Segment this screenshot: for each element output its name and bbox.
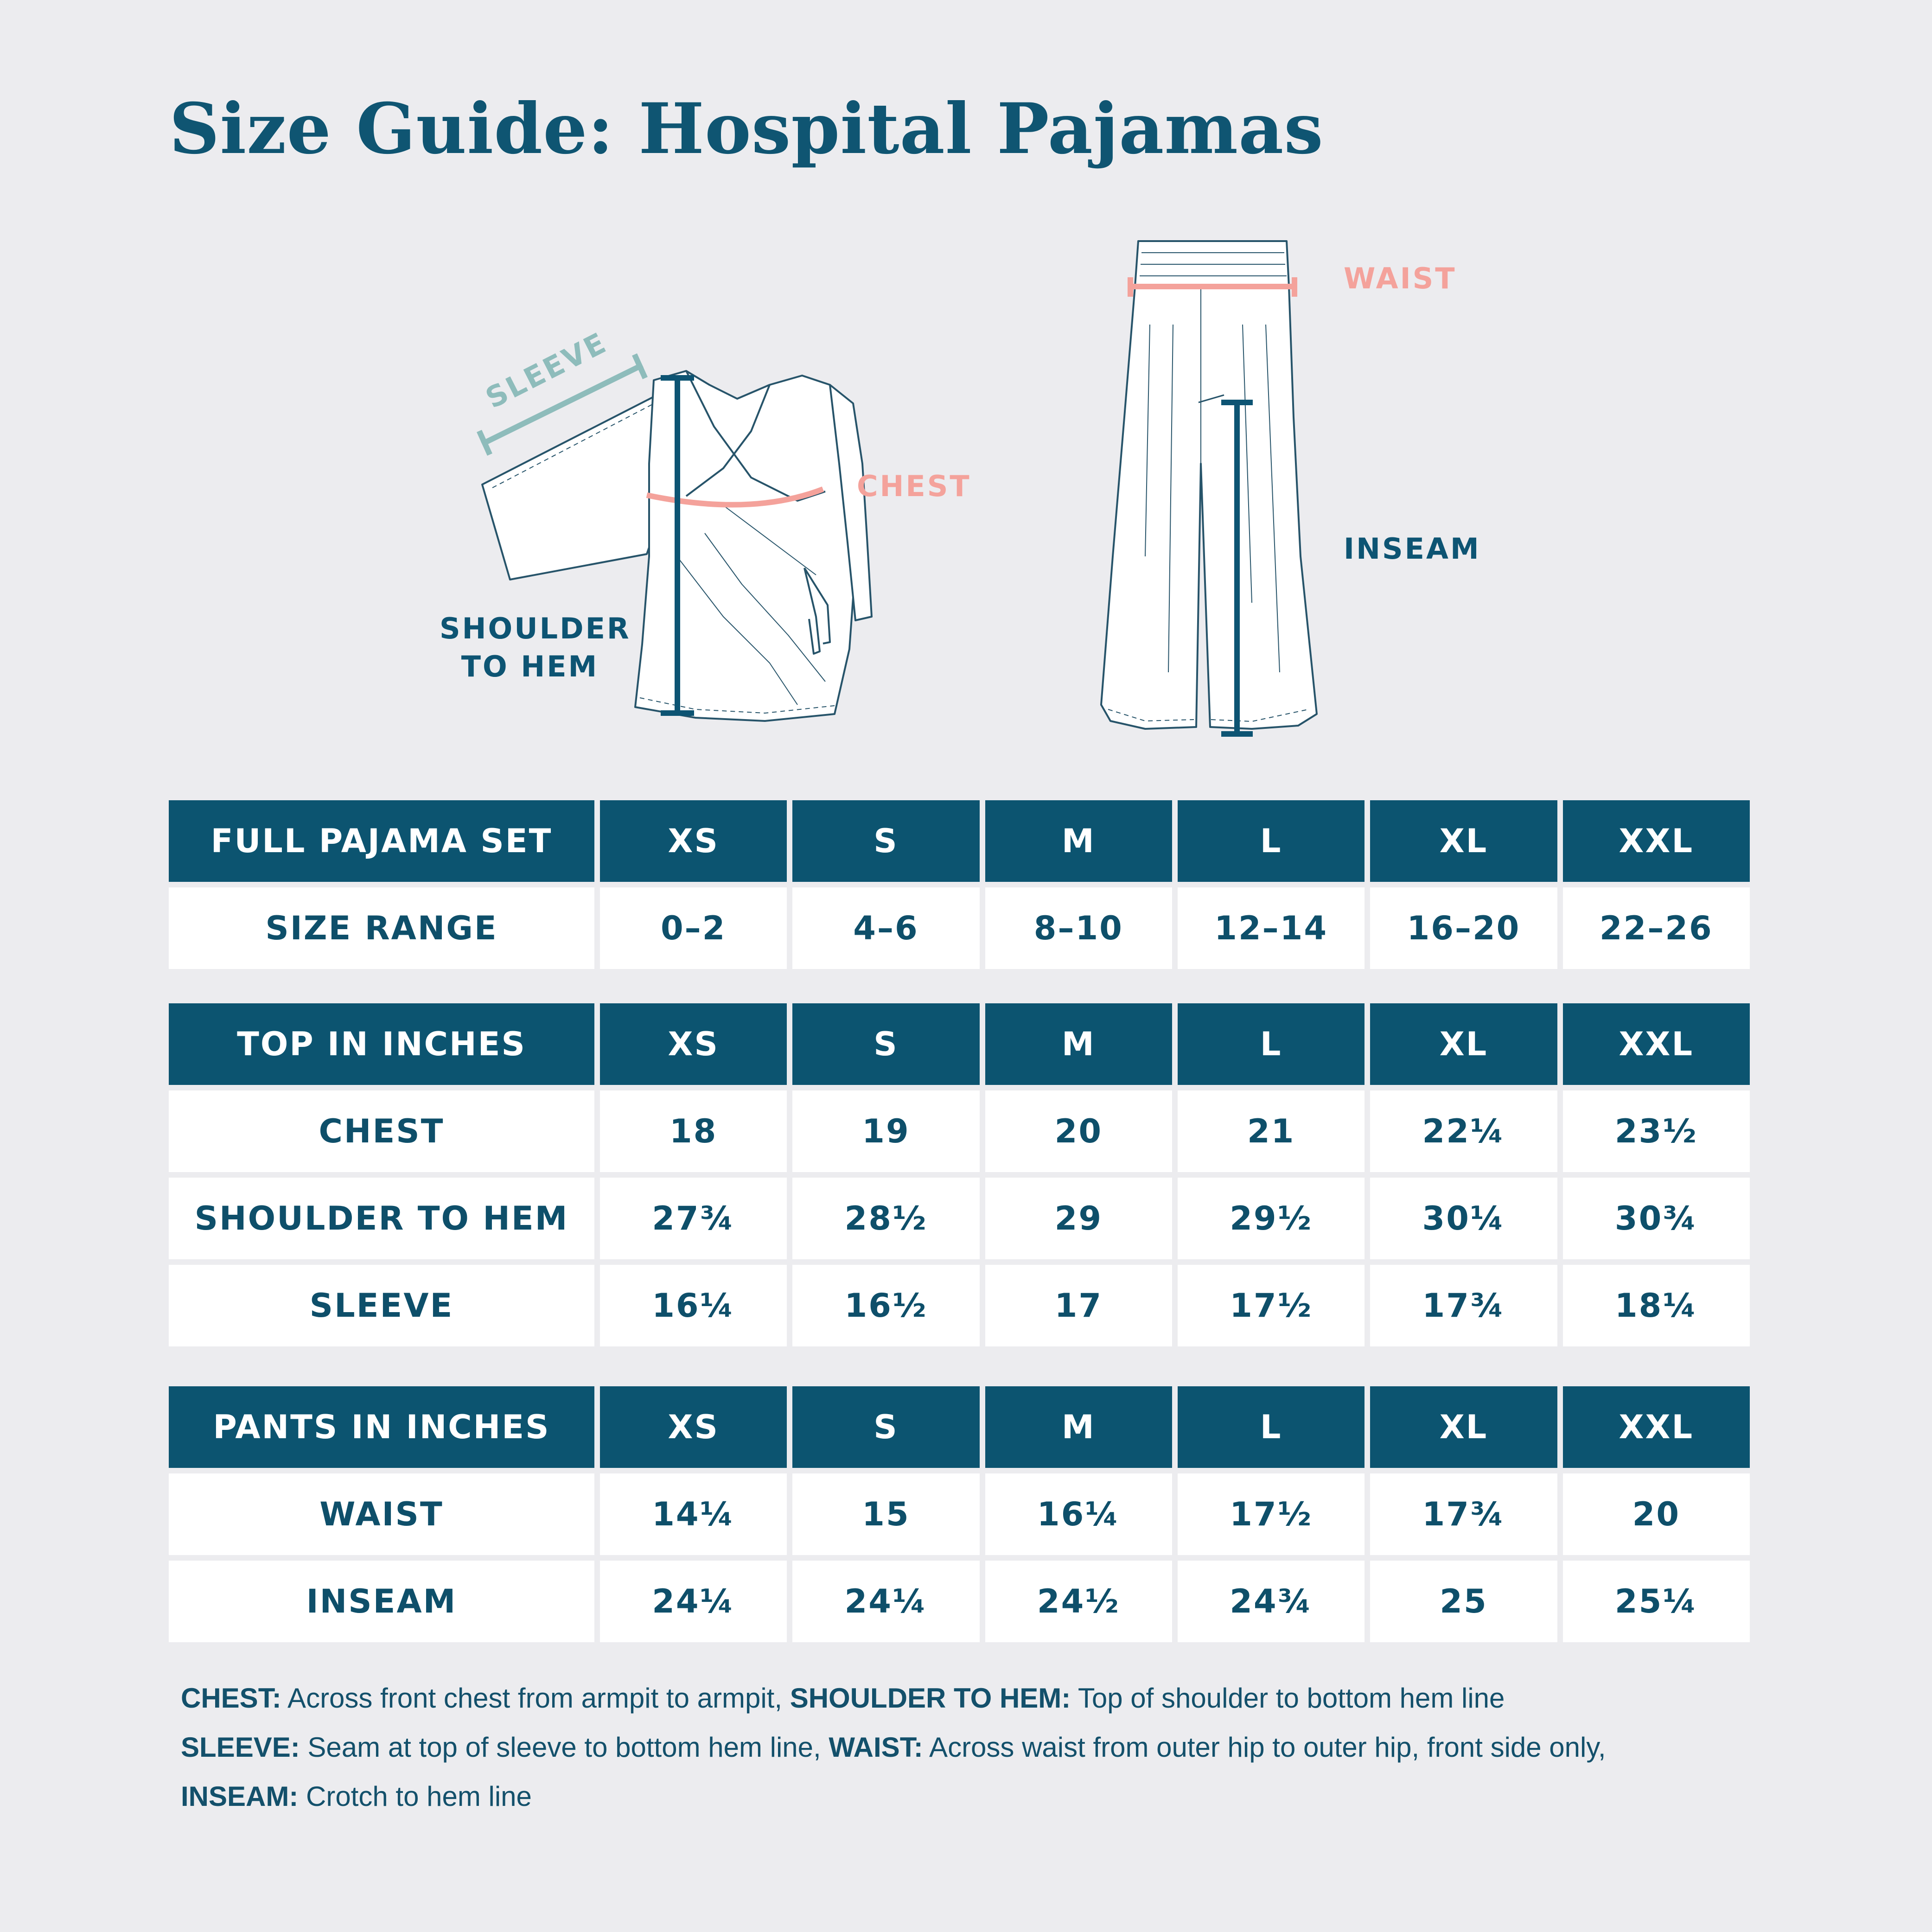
- table-cell: 21: [1178, 1090, 1365, 1172]
- chest-diagram-label: CHEST: [857, 469, 971, 503]
- measurement-definitions: [181, 1674, 1757, 1821]
- definition-term: INSEAM:: [181, 1781, 299, 1812]
- table-cell: 28½: [792, 1178, 979, 1259]
- table-header-row: [169, 800, 1750, 882]
- size-header-l: L: [1178, 1003, 1365, 1085]
- pants-illustration: [1101, 241, 1317, 729]
- table-header-row: [169, 1386, 1750, 1468]
- definition-text: Crotch to hem line: [298, 1781, 532, 1812]
- size-header-m: M: [985, 1003, 1172, 1085]
- table-cell: 20: [985, 1090, 1172, 1172]
- table-cell: 23½: [1563, 1090, 1750, 1172]
- size-header-xl: XL: [1370, 800, 1557, 882]
- table-cell: 17: [985, 1265, 1172, 1346]
- table-header-title: TOP IN INCHES: [169, 1003, 594, 1085]
- size-header-l: L: [1178, 1386, 1365, 1468]
- row-label-sleeve: SLEEVE: [169, 1265, 594, 1346]
- size-header-xl: XL: [1370, 1386, 1557, 1468]
- top-table: [163, 998, 1755, 1352]
- table-cell: 16½: [792, 1265, 979, 1346]
- size-header-s: S: [792, 1003, 979, 1085]
- table-cell: 17¾: [1370, 1473, 1557, 1555]
- table-cell: 8–10: [985, 887, 1172, 969]
- table-cell: 29: [985, 1178, 1172, 1259]
- waist-diagram-label: WAIST: [1344, 261, 1457, 295]
- inseam-diagram-label: INSEAM: [1344, 532, 1481, 566]
- table-cell: 12–14: [1178, 887, 1365, 969]
- pants-table: [163, 1381, 1755, 1648]
- size-header-s: S: [792, 1386, 979, 1468]
- definition-text: Across waist from outer hip to outer hip, front side only,: [923, 1732, 1606, 1763]
- table-cell: 22¼: [1370, 1090, 1557, 1172]
- definition-term: SHOULDER TO HEM:: [790, 1683, 1071, 1714]
- table-cell: 17½: [1178, 1473, 1365, 1555]
- table-cell: 15: [792, 1473, 979, 1555]
- table-row: [169, 1561, 1750, 1642]
- shoulder-to-hem-diagram-label: [440, 610, 631, 686]
- size-header-xs: XS: [600, 1386, 787, 1468]
- row-label-shoulder-to-hem: SHOULDER TO HEM: [169, 1178, 594, 1259]
- notes-line: [181, 1674, 1757, 1723]
- definition-text: Seam at top of sleeve to bottom hem line,: [300, 1732, 829, 1763]
- size-header-xs: XS: [600, 1003, 787, 1085]
- table-cell: 16¼: [600, 1265, 787, 1346]
- sleeve-diagram-label: SLEEVE: [480, 325, 613, 415]
- table-cell: 30¾: [1563, 1178, 1750, 1259]
- size-header-s: S: [792, 800, 979, 882]
- definition-term: SLEEVE:: [181, 1732, 300, 1763]
- shoulder-to-hem-line2: TO HEM: [461, 650, 599, 683]
- notes-line: [181, 1723, 1757, 1772]
- table-cell: 18: [600, 1090, 787, 1172]
- table-cell: 17½: [1178, 1265, 1365, 1346]
- size-header-xxl: XXL: [1563, 1386, 1750, 1468]
- table-cell: 27¾: [600, 1178, 787, 1259]
- table-row: [169, 1178, 1750, 1259]
- table-cell: 24¾: [1178, 1561, 1365, 1642]
- table-cell: 4–6: [792, 887, 979, 969]
- table-header-title: FULL PAJAMA SET: [169, 800, 594, 882]
- definition-term: CHEST:: [181, 1683, 281, 1714]
- size-header-m: M: [985, 1386, 1172, 1468]
- table-cell: 25¼: [1563, 1561, 1750, 1642]
- page-title: Size Guide: Hospital Pajamas: [169, 88, 1324, 170]
- table-cell: 19: [792, 1090, 979, 1172]
- size-header-xxl: XXL: [1563, 1003, 1750, 1085]
- table-row: [169, 1265, 1750, 1346]
- table-cell: 25: [1370, 1561, 1557, 1642]
- table-cell: 20: [1563, 1473, 1750, 1555]
- definition-text: Across front chest from armpit to armpit,: [281, 1683, 790, 1714]
- table-row: [169, 1090, 1750, 1172]
- definition-text: Top of shoulder to bottom hem line: [1071, 1683, 1505, 1714]
- table-cell: 18¼: [1563, 1265, 1750, 1346]
- full-set-table: [163, 795, 1755, 975]
- table-cell: 16–20: [1370, 887, 1557, 969]
- size-header-l: L: [1178, 800, 1365, 882]
- table-row: [169, 1473, 1750, 1555]
- table-cell: 22–26: [1563, 887, 1750, 969]
- table-cell: 0–2: [600, 887, 787, 969]
- notes-line: [181, 1772, 1757, 1821]
- table-cell: 29½: [1178, 1178, 1365, 1259]
- table-cell: 30¼: [1370, 1178, 1557, 1259]
- table-cell: 17¾: [1370, 1265, 1557, 1346]
- table-cell: 24½: [985, 1561, 1172, 1642]
- table-header-row: [169, 1003, 1750, 1085]
- definition-term: WAIST:: [829, 1732, 923, 1763]
- size-header-xs: XS: [600, 800, 787, 882]
- table-row: [169, 887, 1750, 969]
- size-header-xl: XL: [1370, 1003, 1557, 1085]
- size-header-xxl: XXL: [1563, 800, 1750, 882]
- row-label-size-range: SIZE RANGE: [169, 887, 594, 969]
- table-cell: 24¼: [600, 1561, 787, 1642]
- row-label-waist: WAIST: [169, 1473, 594, 1555]
- row-label-chest: CHEST: [169, 1090, 594, 1172]
- shoulder-to-hem-line1: SHOULDER: [440, 612, 631, 645]
- row-label-inseam: INSEAM: [169, 1561, 594, 1642]
- table-cell: 16¼: [985, 1473, 1172, 1555]
- garment-diagrams: [0, 0, 1932, 788]
- table-header-title: PANTS IN INCHES: [169, 1386, 594, 1468]
- table-cell: 24¼: [792, 1561, 979, 1642]
- table-cell: 14¼: [600, 1473, 787, 1555]
- size-header-m: M: [985, 800, 1172, 882]
